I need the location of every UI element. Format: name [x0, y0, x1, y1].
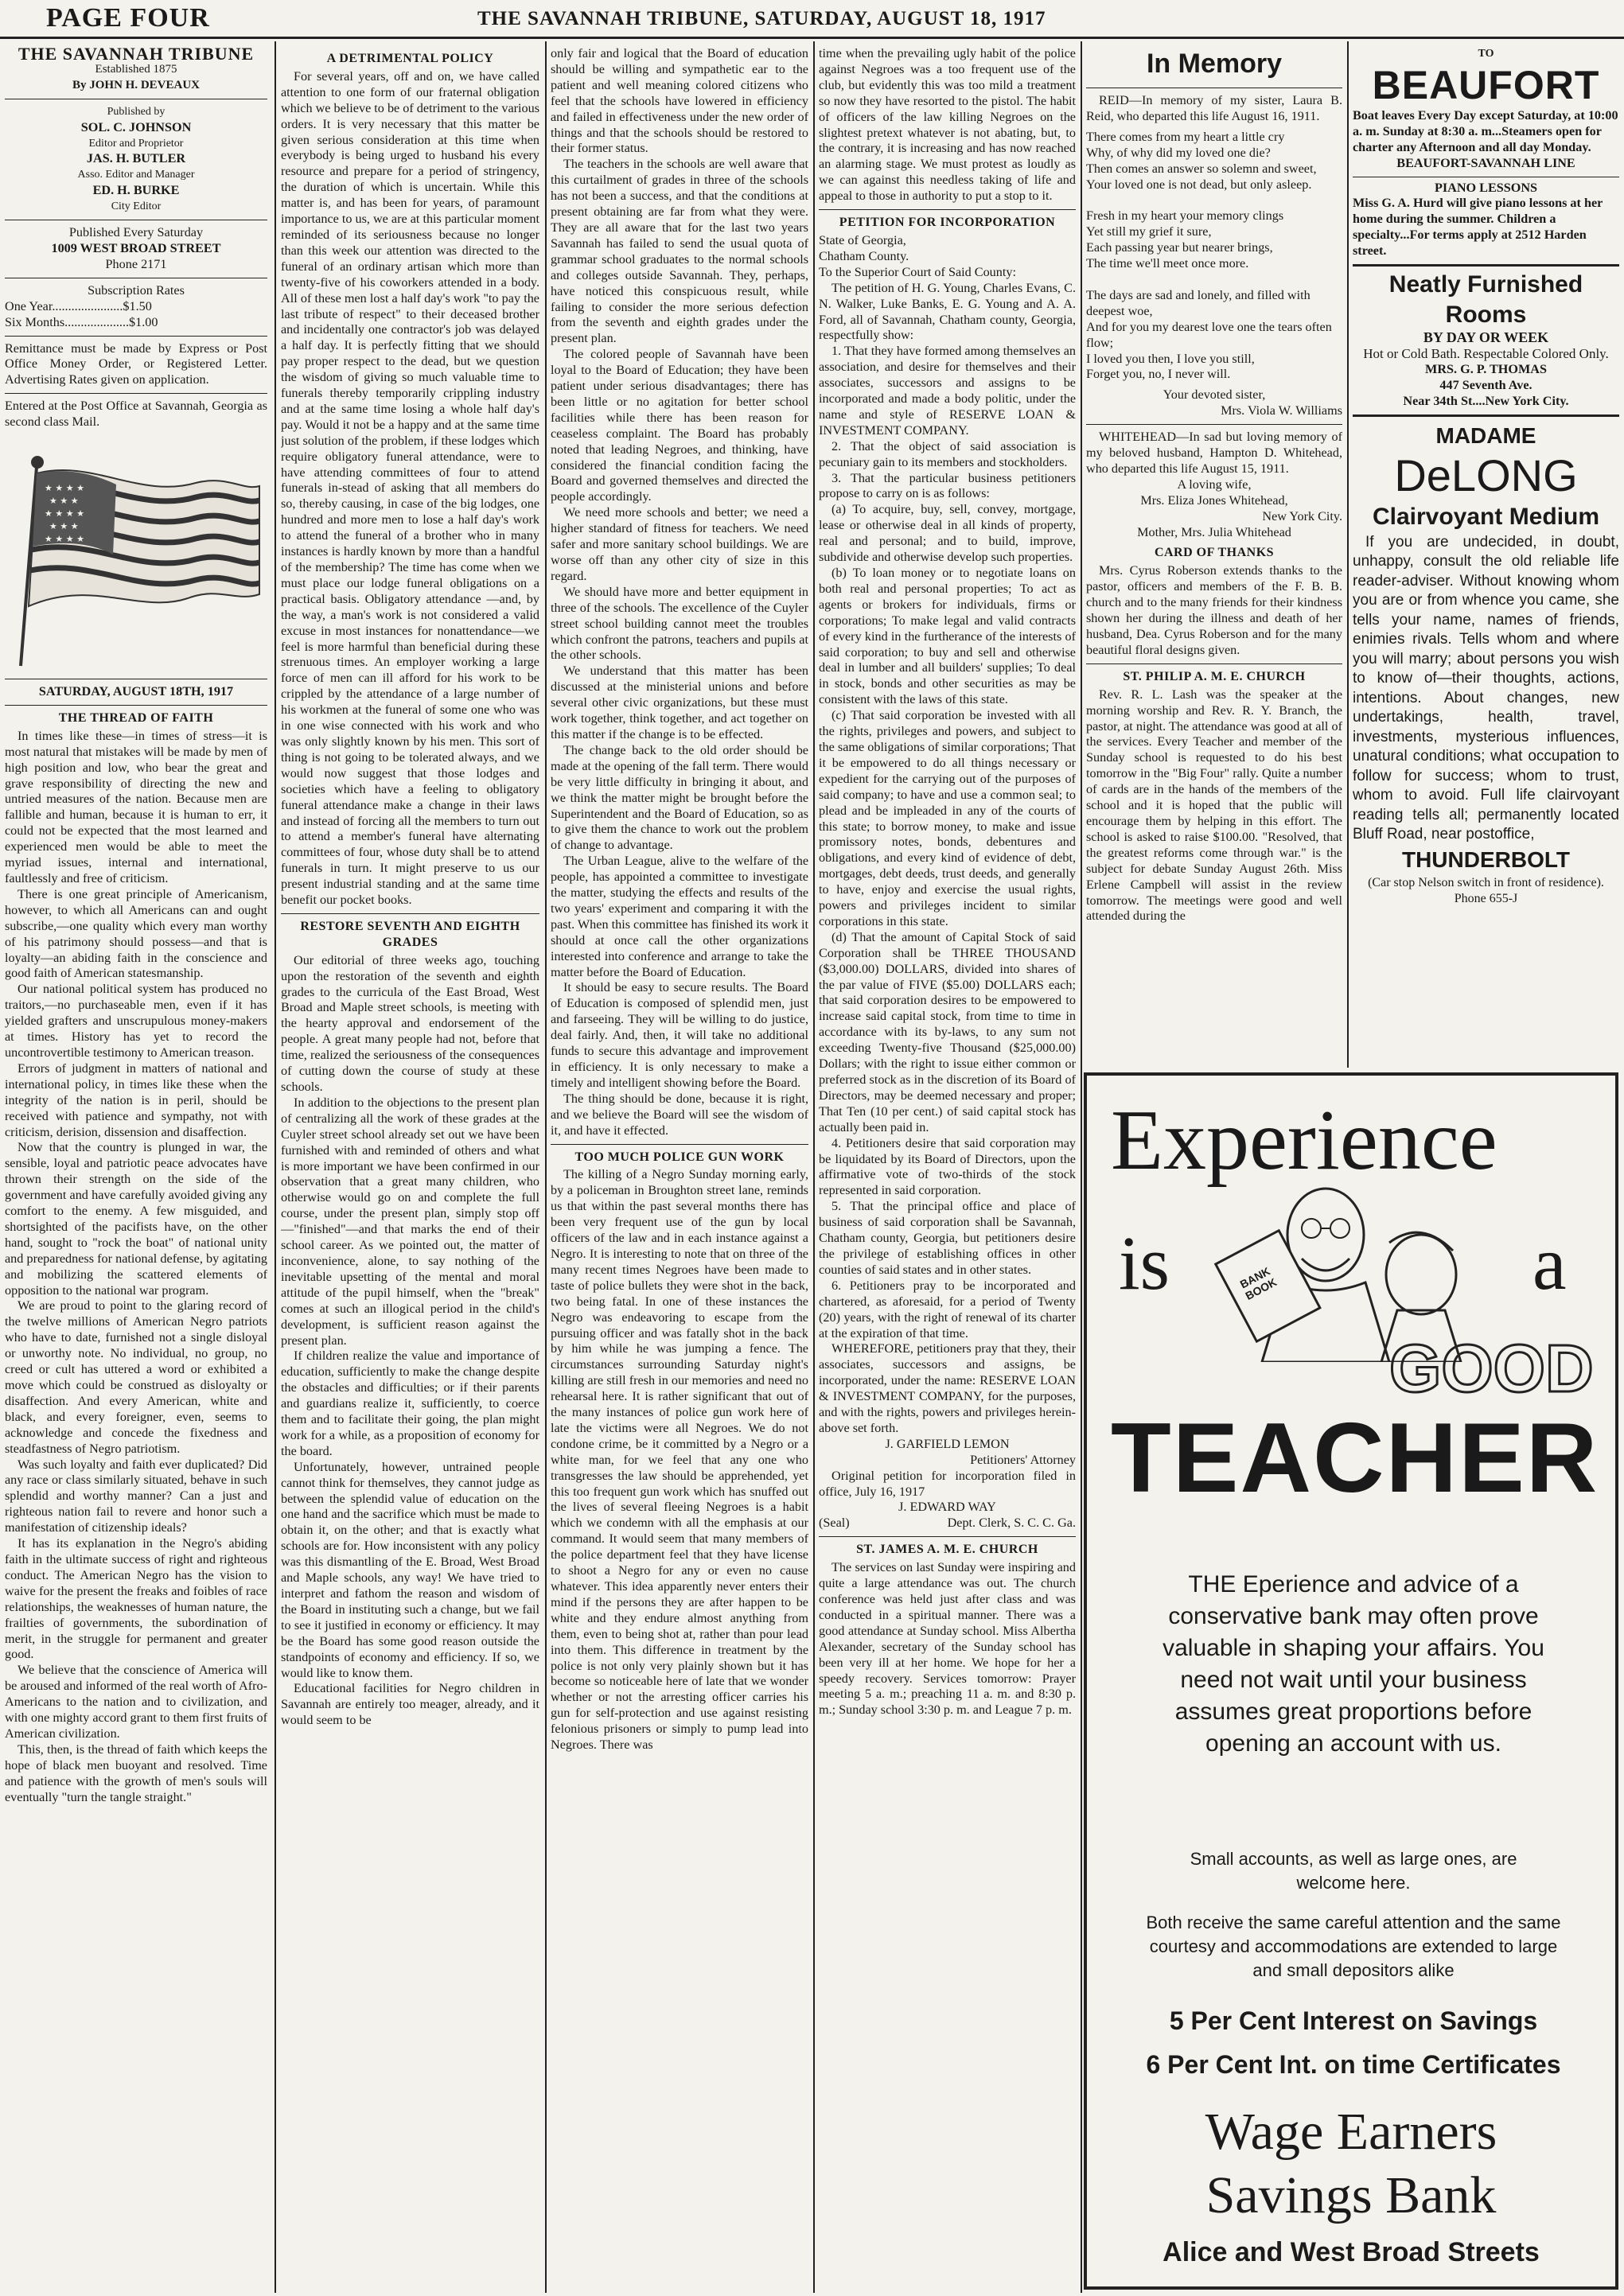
divider — [551, 1144, 808, 1145]
article-paragraph: 5. That the principal office and place of business of said corporation shall be Savannah, Chatham county, Georgia, but petitioners desire the privilege of establishing offices in other counties of said states and in other states. — [819, 1199, 1076, 1277]
headline-st-philip: ST. PHILIP A. M. E. CHURCH — [1123, 669, 1306, 683]
article-paragraph: In addition to the objections to the present plan of centralizing all the work of these grades at the Cuyler street school already set out we have been furnished with and reminded of others and what is more important we have been confirmed in our observation that a great many children, who otherwise would go on and complete the full course, under the present plan, simply stop off—"finished"—and that marks the end of their school career. As we pointed out, the matter of inconvenience, alone, to say nothing of the inevitable upsetting of the mental and moral attitude of the pupil himself, when the "break" comes at such an illogical period in the child's development, is sufficient reason against the present plan. — [281, 1095, 539, 1348]
office-address: 1009 WEST BROAD STREET — [51, 240, 221, 255]
founder: By JOHN H. DEVEAUX — [72, 78, 200, 91]
signature-role: Petitioners' Attorney — [970, 1452, 1076, 1467]
bank-name-line2: Savings Bank — [1205, 2166, 1497, 2224]
rooms-line: Hot or Cold Bath. Respectable Colored Only. — [1363, 345, 1609, 361]
svg-text:★ ★ ★ ★: ★ ★ ★ ★ — [45, 483, 84, 494]
paper-title: THE SAVANNAH TRIBUNE — [18, 46, 255, 64]
ad-headline — [1087, 1092, 1615, 1537]
signature-line — [819, 1516, 1076, 1531]
bank-advertisement — [1084, 1072, 1618, 2290]
column-2 — [281, 46, 539, 2294]
staff-role: Editor and Proprietor — [88, 137, 184, 150]
beaufort-ad — [1353, 46, 1619, 177]
column-rule — [813, 41, 815, 2293]
masthead-rule — [0, 37, 1624, 39]
published-by: Published by — [107, 105, 166, 118]
paper-date-line: THE SAVANNAH TRIBUNE, SATURDAY, AUGUST 18, 1917 — [477, 8, 1046, 29]
ad-interest-savings: 5 Per Cent Interest on Savings — [1169, 2006, 1538, 2035]
article-paragraph: (b) To loan money or to negotiate loans on both real and personal properties; To act as agents or brokers for individuals, firms or corporations; To make legal and valid contracts of every kind in the furtherance of the interests of said corporation; to buy and sell and otherwise deal in lumber and all builders' supplies; To deal in stock, bonds and other securities as may be consistent with the laws of this state. — [819, 566, 1076, 707]
article-paragraph: Educational facilities for Negro children in Savannah are entirely too meager, already, and it would seem to be — [281, 1681, 539, 1728]
article-paragraph: (d) That the amount of Capital Stock of said Corporation shall be THREE THOUSAND ($3,000.00) DOLLARS, divided into shares of the par value of FIVE ($5.00) DOLLARS each; that said corporation desires to be empowered to increase said capital stock, from time to time in accordance with its by-laws, to any sum not exceeding Twenty-five Thousand ($25,000.00) Dollars; with the right to issue either common or preferred stock as in the discretion of its Board of Directors, may be deemed necessary and proper; That Ten (10 per cent.) of said capital stock has actually been paid in. — [819, 929, 1076, 1134]
petition-line: To the Superior Court of Said County: — [819, 264, 1016, 279]
column-rule — [545, 41, 547, 2293]
article-paragraph: time when the prevailing ugly habit of the police against Negroes was a too frequent use of the club, but evidently this was too mild a treatment so now they have resorted to the pistol. The habit of officers of the law killing Negroes on the slightest pretext whatever is not abating, but, to the contrary, it is increasing and has now reached an alarming stage. We must protest as loudly as we can against this needless taking of life and appeal to those in authority to put a stop to it. — [819, 46, 1076, 204]
signature-name: J. GARFIELD LEMON — [885, 1436, 1010, 1451]
headline-thread-of-faith: THE THREAD OF FAITH — [58, 710, 214, 725]
beaufort-to: TO — [1478, 48, 1494, 60]
masthead — [0, 0, 1624, 37]
divider — [281, 913, 539, 914]
signature-name: J. EDWARD WAY — [898, 1500, 996, 1515]
teacher-illustration — [1206, 1179, 1493, 1362]
page-number: PAGE FOUR — [46, 3, 210, 33]
svg-text:★ ★ ★: ★ ★ ★ — [49, 496, 79, 507]
article-paragraph: 3. That the particular business petitioners propose to carry on is as follows: — [819, 470, 1076, 501]
article-paragraph: We understand that this matter has been discussed at the ministerial unions and before several other civic organizations, but these must work together, think together, and act together on this matter if the change is to be effected. — [551, 664, 808, 741]
ad-word-teacher: TEACHER — [1111, 1403, 1599, 1513]
delong-name: DeLONG — [1394, 449, 1578, 500]
memorial-signoff: A loving wife, — [1177, 477, 1252, 492]
svg-text:★ ★ ★: ★ ★ ★ — [49, 521, 79, 532]
staff-role: City Editor — [111, 200, 162, 213]
article-paragraph: We are proud to point to the glaring record of the twelve millions of American Negro patriots who have to date, furnished not a single disloyal or unworthy note. No individual, no group, no creed or cult has uttered a word or exhibited a move which could be construed as disloyalty or disaffection. And every American, white and black, and every foreigner, even, seems to acknowledge and concede the fixedness and steadfastness of Negro patriotism. — [5, 1298, 267, 1456]
article-paragraph: Mrs. Cyrus Roberson extends thanks to the pastor, officers and members of the F. B. B. church and to the many friends for their kindness shown her during the illness and death of her husband, Dea. Cyrus Roberson and for the many beautiful floral designs given. — [1086, 563, 1342, 657]
article-paragraph: It should be easy to secure results. The Board of Education is composed of splendid men, just and farseeing. They will be willing to do justice, deal fairly. And, then, it will take no additional funds to secure this advantage and improvement in efficiency. It is only necessary to make a timely and intelligent showing before the Board. — [551, 980, 808, 1090]
column-rule — [1081, 41, 1082, 2293]
piano-title: PIANO LESSONS — [1434, 180, 1538, 195]
article-paragraph: only fair and logical that the Board of education should be willing and sympathetic ear to the patient and well meaning colored citizens who feel that the schools have lowered in efficiency and failed in effectiveness under the new order of things and that the schools should be restored to their former status. — [551, 46, 808, 156]
article-paragraph: Now that the country is plunged in war, the sensible, loyal and patriotic peace advocates have thrown their strength on the side of the government and have carefully avoided giving any comfort to the enemy. A few misguided, and shortsighted of the pacifists have, on the other hand, sought to "rock the boat" of national unity and preparedness for national defense, by agitating and mobilizing the scattered elements of opposition to the national war program. — [5, 1140, 267, 1298]
memorial-text: WHITEHEAD—In sad but loving memory of my beloved husband, Hampton D. Whitehead, who departed this life August 15, 1911. — [1086, 430, 1342, 476]
article-paragraph: We should have more and better equipment in three of the schools. The excellence of the Cuyler street school building cannot meet the troubles which confront the patrons, teachers and pupils at the other schools. — [551, 584, 808, 663]
ad-attention-text: Both receive the same careful attention and the same courtesy and accommodations are extended to large and small depositors alike — [1146, 1913, 1561, 1980]
rate-line: One Year......................$1.50 — [5, 298, 152, 313]
svg-text:★ ★ ★ ★: ★ ★ ★ ★ — [45, 508, 84, 520]
madame-label: MADAME — [1435, 422, 1536, 448]
piano-text: Miss G. A. Hurd will give piano lessons at her home during the summer. Children a specialty...For terms apply at 2512 Harden street. — [1353, 196, 1603, 259]
article-paragraph: We need more schools and better; we need a higher standard of fitness for teachers. We need safer and more sanitary school buildings. We are worse off than any other city of size in this regard. — [551, 505, 808, 583]
article-paragraph: The petition of H. G. Young, Charles Evans, C. N. Walker, Luke Banks, E. G. Young and A. A. Ford, all of Savannah, Chatham county, Georgia, respectfully show: — [819, 280, 1076, 343]
article-paragraph: For several years, off and on, we have called attention to one form of our fraternal obligation which we believe to be of detriment to the various orders. It is very necessary that this matter be given serious consideration at this time when everybody is being urged to husband his every resource and prepare for a period of stringency, the duration of which is uncertain. While this matter is, and has been for years, of paramount importance to us, we are at this particular moment reminded of its seriousness because no longer than this week our attention was directed to the funeral of an ordinary artisan which more than twenty-five of his coworkers attended in a body. All of these men lost a half day's work "to pay the last tribute of respect" to their deceased brother and incidentally one contractor's job was delayed a half day. It is perfectly fitting that we should pay proper respect to the dead, but we question the wisdom of giving so much valuable time to funerals thereby temporarily crippling industry and at the same time losing a whole half day's pay. Would it not be a happy and at the same time just solution of the problem, if these lodges which require obligatory funeral attendance, were to have attending committees of four to attend funerals in-stead of asking that all members do so, thereby causing, in case of the big lodges, one hundred and more men to lose a half day's work to attend the funeral of a brother who in many instances is hardly known by more than a handful of the membership? The time has come when we must place our lodge funeral obligations on a practical basis. Obligatory attendance —and, by the way, a man's work is not considered a valid excuse in most instances for nonattendance—we feel is more harmful than beneficial during these strenuous times. An employer working a large force of men can ill afford for his work to be crippled by the attendance of a large number of his workmen at the funeral of some one who was in one wise connected with his work and who was only slightly known by his men. This sort of thing is not going to be tolerated always, and we would now suggest that those lodges and societies which have a feeling to obligatory funeral attendance make a change in their laws and instead of forcing all the members to turn out to attend a member's funeral have alternating committees of four, whose duty shall be to attend funerals in turn. It might preserve to us our present industrial standing and at the same time benefit our pocket books. — [281, 68, 539, 908]
article-paragraph: Was such loyalty and faith ever duplicated? Did any race or class similarly situated, behave in such splendid and worthy manner? Can a just and righteous nation fail to revere and honor such a manifestation of citizenship ideals? — [5, 1457, 267, 1535]
divider — [5, 393, 267, 394]
column-rule — [1347, 41, 1349, 1068]
ad-word-experience: Experience — [1111, 1093, 1497, 1188]
column-rule — [275, 41, 276, 2293]
thunderbolt-note: (Car stop Nelson switch in front of residence). Phone 655-J — [1368, 875, 1604, 905]
in-memory-heading: In Memory — [1146, 49, 1283, 79]
column-4 — [819, 46, 1076, 2294]
divider — [819, 1536, 1076, 1537]
article-paragraph: Unfortunately, however, untrained people cannot think for themselves, they cannot judge as between the splendid value of education on the one hand and the sacrifice which must be made to obtain it, on the other; and that is exactly what schools are for. How inconsistent with any policy was this dismantling of the E. Broad, West Broad and Maple schools, any way! We have tried to interpret and fathom the reason and wisdom of the Board in instituting such a change, but we fail to see it justified in economy or efficiency. It may be the Board has some good reason outside the standpoints of economy and efficiency. If so, we would like to know them. — [281, 1459, 539, 1680]
article-paragraph: 1. That they have formed among themselves an association, and desire for themselves and their associates, successors and assigns to be incorporated and made a body politic, under the name and style of RESERVE LOAN & INVESTMENT COMPANY. — [819, 344, 1076, 438]
article-paragraph: The thing should be done, because it is right, and we believe the Board will see the wisdom of it, and have it effected. — [551, 1091, 808, 1138]
ad-word-is: is — [1119, 1220, 1170, 1306]
article-paragraph: There is one great principle of Americanism, however, to which all Americans can and ought subscribe,—one quality which every man worthy of his patrimony should possess—and that is loyalty—an abiding faith in the conscience and good faith of American statesmanship. — [5, 886, 267, 981]
ad-interest-certificates: 6 Per Cent Int. on time Certificates — [1146, 2050, 1561, 2079]
memorial-poem: There comes from my heart a little cry Why, of why did my loved one die? Then comes an answer so solemn and sweet, Your loved one is not dead, but only asleep. Fresh in my heart your memory clings Yet still my grief it sure, Each passing year but nearer brings, The time we'll meet once more. The days are sad and lonely, and filled with deepest woe, And for you my dearest love one the tears often flow; I loved you then, I love you still, Forget you, no, I never will. — [1086, 129, 1332, 382]
article-paragraph: 4. Petitioners desire that said corporation may be liquidated by its Board of Directors, upon the affirmative vote of two-thirds of the stock represented in said corporation. — [819, 1135, 1076, 1198]
beaufort-schedule: Boat leaves Every Day except Saturday, at 10:00 a. m. Sunday at 8:30 a. m...Steamers open for charter any Afternoon and all day Monday. — [1353, 107, 1618, 154]
article-paragraph: We believe that the conscience of America will be aroused and informed of the real worth of Afro-Americans to the nation and to civilization, and with one mighty accord grant to them first fruits of American civilization. — [5, 1663, 267, 1741]
divider — [819, 209, 1076, 210]
ad-small-accounts: Small accounts, as well as large ones, are welcome here. — [1190, 1849, 1517, 1893]
memorial-signoff: Your devoted sister, — [1163, 387, 1266, 403]
established: Established 1875 — [95, 62, 177, 76]
staff-name: ED. H. BURKE — [92, 183, 180, 198]
petition-line: Chatham County. — [819, 248, 909, 263]
article-paragraph: Our editorial of three weeks ago, touching upon the restoration of the seventh and eighth grades to the curricula of the East Broad, West Broad and Maple street schools, is meeting with the hearty approval and endorsement of the people. A great many people had not, before that time, realized the seriousness of the consequences of cutting down the course of study at these schools. — [281, 952, 539, 1094]
rooms-line: Near 34th St....New York City. — [1403, 393, 1569, 408]
seal-label: (Seal) — [819, 1516, 850, 1531]
subscription-rates-title: Subscription Rates — [88, 282, 185, 298]
headline-st-james: ST. JAMES A. M. E. CHURCH — [856, 1543, 1038, 1557]
article-paragraph: If children realize the value and importance of education, sufficiently to make the change despite the obstacles and difficulties; or if their parents and guardians realize it, sufficiently, to coerce them and to facilitate their going, the plan might work for a while, as a proposition of economy for the board. — [281, 1348, 539, 1458]
memorial-signoff: Mother, Mrs. Julia Whitehead — [1137, 524, 1291, 539]
office-phone: Phone 2171 — [105, 256, 167, 271]
article-paragraph: This, then, is the thread of faith which keeps the hope of black men buoyant and resolved. Time and patience with the growth of men's souls will eventually "turn the tangle straight." — [5, 1741, 267, 1804]
article-paragraph: Our national political system has produced no traitors,—no purchaseable men, even if it has yielded grafters and unscrupulous money-makers at times. History has yet to record the uncontrovertible testimony to American treason. — [5, 982, 267, 1060]
memorial-signoff: New York City. — [1262, 508, 1342, 523]
divider — [5, 336, 267, 337]
headline-card-of-thanks: CARD OF THANKS — [1154, 546, 1275, 560]
rooms-line: MRS. G. P. THOMAS — [1425, 361, 1547, 376]
memorial-signoff: Mrs. Eliza Jones Whitehead, — [1140, 492, 1288, 508]
headline-police-gun-work: TOO MUCH POLICE GUN WORK — [574, 1150, 785, 1164]
article-paragraph: 2. That the object of said association is pecuniary gain to its members and stockholders. — [819, 438, 1076, 469]
staff-name: JAS. H. BUTLER — [86, 151, 186, 166]
headline-detrimental-policy: A DETRIMENTAL POLICY — [326, 52, 494, 65]
article-paragraph: (a) To acquire, buy, sell, convey, mortgage, lease or otherwise deal in all kinds of property, real and personal; and to build, improve, subdivide and otherwise develop such properties. — [819, 502, 1076, 565]
column-3 — [551, 46, 808, 2294]
memorial-text: REID—In memory of my sister, Laura B. Reid, who departed this life August 16, 1911. — [1086, 93, 1342, 123]
rooms-ad — [1353, 267, 1619, 417]
ad-word-a: a — [1532, 1220, 1567, 1306]
delong-ad — [1353, 417, 1619, 912]
article-paragraph: Original petition for incorporation filed in office, July 16, 1917 — [819, 1468, 1076, 1499]
postal-note: Entered at the Post Office at Savannah, Georgia as second class Mail. — [5, 399, 267, 430]
divider — [1086, 424, 1342, 425]
article-paragraph: Errors of judgment in matters of national and international policy, in times like these when the integrity of the nation is in peril, should be received with patience and sympathy, not with criticism, derision, dissension and disaffection. — [5, 1060, 267, 1139]
publish-schedule: Published Every Saturday — [68, 225, 204, 240]
rooms-title: Neatly Furnished Rooms — [1388, 271, 1583, 329]
article-paragraph: 6. Petitioners pray to be incorporated and chartered, as aforesaid, for a period of Twenty (20) years, with the right of renewal of its charter at the expiration of that time. — [819, 1278, 1076, 1341]
article-paragraph: The teachers in the schools are well aware that this curtailment of grades in three of the schools has not been a success, and that the conditions at present obtaining are far from what they were. They are all aware that for the last two years Savannah has failed to send the usual quota of grammar school graduates to the normal schools and colleges outside Savannah. They, perhaps, have noticed this conspicuous result, while failing to consider the more serious defection from the seventh and eighth grades under the present plan. — [551, 157, 808, 346]
article-paragraph: Rev. R. L. Lash was the speaker at the morning worship and Rev. R. Y. Branch, the pastor, at night. The attendance was good at all of the services. Every Teacher and member of the Sunday school is requested to do his best tomorrow in the "Big Four" rally. Quite a number of cards are in the hands of the members of the school and it is hoped that the public will encourage them by helping in this effort. The school is asked to raise $100.00. "Resolved, that the greatest reforms come through war." is the subject for debate Sunday August 26th. Miss Erlene Campbell will assist in the review tomorrow. The meetings were good and well attended during the — [1086, 687, 1342, 924]
issue-date: SATURDAY, AUGUST 18TH, 1917 — [38, 684, 234, 699]
article-paragraph: In times like these—in times of stress—it is most natural that mistakes will be made by men of high position and low, who bear the great and grave responsibility of directing the new and untried measures of the nation. Because men are fallible and human, because it is human to err, it could not be expected that the most learned and experienced men would be able to meet the myriad issues, internal and international, faultlessly and free of criticism. — [5, 728, 267, 885]
thunderbolt-label: THUNDERBOLT — [1401, 846, 1570, 872]
medium-title: Clairvoyant Medium — [1372, 503, 1600, 530]
rooms-line: BY DAY OR WEEK — [1423, 329, 1549, 346]
staff-name: SOL. C. JOHNSON — [80, 119, 192, 134]
rate-line: Six Months....................$1.00 — [5, 314, 158, 329]
article-paragraph: (c) That said corporation be invested with all the rights, privileges and powers, and subject to the same obligations of similar corporations; That it be empowered to do all things necessary or expedient for the carrying out of the purposes of said company; to have and use a common seal; to plead and be impleaded in any of the courts of this state; to borrow money, to make and issue promissory notes, bonds, debentures and obligations, and every kind of evidence of debt, mortgages, debt deeds, trust deeds, and generally to have, enjoy and exercise the usual rights, powers and privileges incident to similar corporations in this state. — [819, 708, 1076, 928]
column-6 — [1353, 46, 1619, 1072]
rooms-line: 447 Seventh Ave. — [1439, 377, 1532, 392]
american-flag-illustration — [5, 435, 267, 674]
ad-word-good: GOOD — [1389, 1331, 1594, 1406]
svg-text:★ ★ ★ ★: ★ ★ ★ ★ — [45, 534, 84, 545]
divider — [5, 705, 267, 706]
column-5 — [1086, 46, 1342, 1072]
delong-text: If you are undecided, in doubt, unhappy, consult the old reliable life reader-adviser. Without knowing whom you are or from whence you came, she tells your name, names of friends, enimies rivals. Tells whom and where you will marry; about persons you wish to know of—their thoughts, actions, intentions. About changes, new undertakings, health, travel, investments, mysterious influences, unatural conditions; what occupation to follow for success; whom to trust, whom to avoid. Full life clairvoyant reading tells all; permanently located Bluff Road, near postoffice, — [1353, 533, 1619, 843]
bank-address: Alice and West Broad Streets — [1163, 2237, 1540, 2267]
memorial-signoff: Mrs. Viola W. Williams — [1221, 403, 1342, 418]
headline-petition: PETITION FOR INCORPORATION — [839, 216, 1056, 230]
bank-book-label: BANK BOOK — [1237, 1264, 1279, 1302]
bank-name-line1: Wage Earners — [1205, 2103, 1497, 2161]
petition-line: State of Georgia, — [819, 232, 906, 247]
remittance-note: Remittance must be made by Express or Post Office Money Order, or Registered Letter. Advertising Rates given on application. — [5, 341, 267, 387]
piano-ad — [1353, 177, 1619, 267]
article-paragraph: WHEREFORE, petitioners pray that they, their associates, successors and assigns, be incorporated, under the name: RESERVE LOAN & INVESTMENT COMPANY, for the purposes, and with the rights, powers and privileges herein-above set forth. — [819, 1341, 1076, 1435]
ad-body-text: THE Eperience and advice of a conservative bank may often prove valuable in shaping your affairs. You need not wait until your business assumes great proportions before opening an account with us. — [1163, 1571, 1544, 1757]
article-paragraph: The services on last Sunday were inspiring and quite a large attendance was out. The church conference was held just after class and was conducted in a spiritual manner. There was a good attendance at Sunday school. Miss Albertha Alexander, secretary of the Sunday school has been very ill at her home. We hope for her a speedy recovery. Services tomorrow: Prayer meeting 5 a. m.; preaching 11 a. m. and 8:30 p. m.; Sunday school 3:30 p. m. and League 7 p. m. — [819, 1560, 1076, 1718]
beaufort-line: BEAUFORT-SAVANNAH LINE — [1396, 155, 1575, 170]
headline-restore-grades: RESTORE SEVENTH AND EIGHTH GRADES — [300, 919, 520, 949]
beaufort-title: BEAUFORT — [1372, 62, 1600, 107]
article-paragraph: It has its explanation in the Negro's abiding faith in the ultimate success of right and righteous conduct. The American Negro has the vision to waive for the present the freaks and foibles of race relationships, the weaknesses of human nature, the frailties of governments, the subordination of merit, in the struggle for permanent and greater good. — [5, 1536, 267, 1662]
article-paragraph: The change back to the old order should be made at the opening of the fall term. There would be very little difficulty in bringing it about, and we think the matter might be brought before the Superintendent and the Board of Education, so as to give them the chance to work out the problem of change to advantage. — [551, 742, 808, 853]
article-paragraph: The colored people of Savannah have been loyal to the Board of Education; they have been patient under serious disadvantages; there has been little or no agitation for better school facilities while there has been reason for ceaseless complaint. The Board has probably noted that leading Negroes, and thinking, have considered the financial condition facing the Board and governed themselves and directed the people accordingly. — [551, 347, 808, 504]
staff-role: Asso. Editor and Manager — [77, 169, 195, 181]
signature-role: Dept. Clerk, S. C. C. Ga. — [947, 1516, 1076, 1531]
column-1 — [5, 46, 267, 2294]
article-paragraph: The Urban League, alive to the welfare of the people, has appointed a committee to investigate the matter, studying the effects and results of the two years' experiment and comparing it with the past. When this committee has finished its work it should at once call the other organizations interested into conference and arrange to take the matter before the Board of Education. — [551, 854, 808, 979]
article-paragraph: The killing of a Negro Sunday morning early, by a policeman in Broughton street lane, reminds us that within the past several months there has been very frequent use of the gun by local officers of the law and in each instance against a Negro. It is interesting to note that on three of the many recent times Negroes have been made to taste of police bullets they were shot in the back, two being fatal. In one of these instances the Negro was endeavoring to escape from the pursuing officer and was fatally shot in the back by him while he was jumping a fence. The circumstances surrounding Saturday night's killing are still fresh in our memories and need no rehearsal here. It is rather significant that out of the many instances of police gun work here of late the victims were all Negroes. We do not condone crime, be it committed by a Negro or a white man, for we feel that any one who transgresses the law should be apprehended, yet this too frequent gun work which has snuffed out the lives of several fleeing Negroes is a habit which we condemn with all the emphasis at our command. It would seem that many members of the police department feel that they have license to shoot a Negro for any or even no cause whatever. This idea apparently never enters their mind if the persons they are after happen to be white and they endure almost anything from them, even to being shot at, rather than pour lead into them. This difference in treatment by the police is not only very plainly shown but it has become so noticeable here of late that we wonder whether or not the arresting officer carries his gun for self-protection and use against resisting felonious prisoners or simply to pump lead into Negroes. There was — [551, 1167, 808, 1753]
